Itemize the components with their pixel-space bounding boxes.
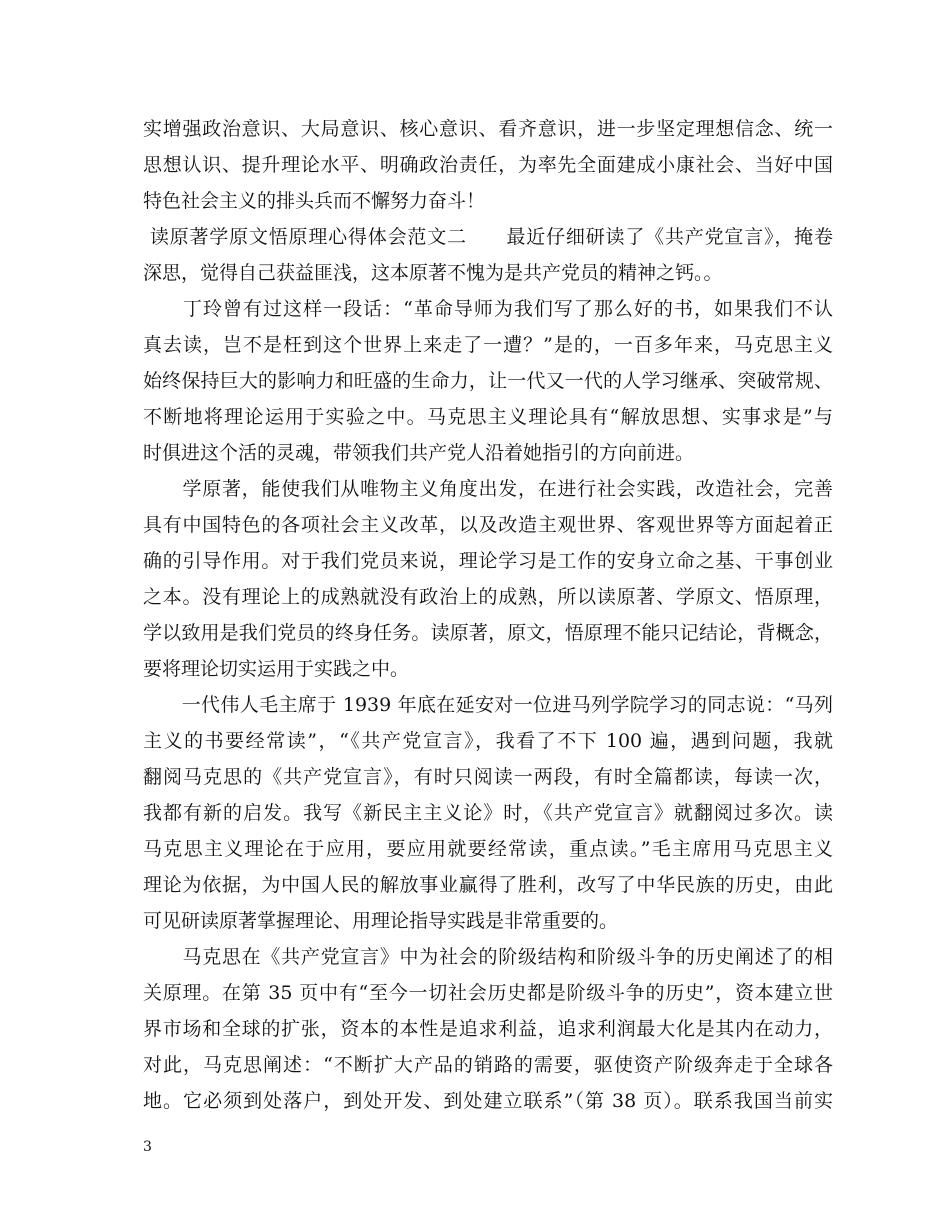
text-line: 始终保持巨大的影响力和旺盛的生命力，让一代又一代的人学习继承、突破常规、 — [143, 370, 833, 392]
text-line: 关原理。在第 35 页中有“至今一切社会历史都是阶级斗争的历史”，资本建立世 — [143, 982, 833, 1004]
text-line: 读原著学原文悟原理心得体会范文二 最近仔细研读了《共产党宣言》，掩卷 — [143, 226, 833, 248]
text-line: 真去读，岂不是枉到这个世界上来走了一遭？”是的，一百多年来，马克思主义 — [143, 334, 833, 356]
text-line: 一代伟人毛主席于 1939 年底在延安对一位进马列学院学习的同志说：“马列 — [143, 694, 833, 716]
text-line: 我都有新的启发。我写《新民主主义论》时，《共产党宣言》就翻阅过多次。读 — [143, 802, 833, 824]
text-line: 思想认识、提升理论水平、明确政治责任，为率先全面建成小康社会、当好中国 — [143, 154, 833, 176]
text-line: 主义的书要经常读”，“《共产党宣言》，我看了不下 100 遍，遇到问题，我就 — [143, 730, 833, 752]
text-line: 马克思主义理论在于应用，要应用就要经常读，重点读。”毛主席用马克思主义 — [143, 838, 833, 860]
text-line: 时俱进这个活的灵魂，带领我们共产党人沿着她指引的方向前进。 — [143, 442, 695, 464]
text-line: 深思，觉得自己获益匪浅，这本原著不愧为是共产党员的精神之钙。。 — [143, 262, 723, 284]
text-line: 要将理论切实运用于实践之中。 — [143, 658, 410, 680]
text-line: 实增强政治意识、大局意识、核心意识、看齐意识，进一步坚定理想信念、统一 — [143, 118, 833, 140]
text-line: 地。它必须到处落户，到处开发、到处建立联系”（第 38 页）。联系我国当前实 — [143, 1090, 833, 1112]
text-line: 界市场和全球的扩张，资本的本性是追求利益，追求利润最大化是其内在动力， — [143, 1018, 833, 1040]
text-line: 确的引导作用。对于我们党员来说，理论学习是工作的安身立命之基、干事创业 — [143, 550, 833, 572]
text-line: 之本。没有理论上的成熟就没有政治上的成熟，所以读原著、学原文、悟原理， — [143, 586, 833, 608]
text-line: 丁玲曾有过这样一段话：“革命导师为我们写了那么好的书，如果我们不认 — [143, 298, 833, 320]
text-line: 对此，马克思阐述：“不断扩大产品的销路的需要，驱使资产阶级奔走于全球各 — [143, 1054, 833, 1076]
text-line: 马克思在《共产党宣言》中为社会的阶级结构和阶级斗争的历史阐述了的相 — [143, 946, 833, 968]
page-number: 3 — [143, 1139, 152, 1155]
text-line: 翻阅马克思的《共产党宣言》，有时只阅读一两段，有时全篇都读，每读一次， — [143, 766, 833, 788]
text-line: 可见研读原著掌握理论、用理论指导实践是非常重要的。 — [143, 910, 619, 932]
text-line: 学原著，能使我们从唯物主义角度出发，在进行社会实践，改造社会，完善 — [143, 478, 833, 500]
text-line: 不断地将理论运用于实验之中。马克思主义理论具有“解放思想、实事求是”与 — [143, 406, 833, 428]
text-line: 特色社会主义的排头兵而不懈努力奋斗！ — [143, 190, 486, 212]
text-line: 学以致用是我们党员的终身任务。读原著，原文，悟原理不能只记结论，背概念， — [143, 622, 833, 644]
text-line: 具有中国特色的各项社会主义改革，以及改造主观世界、客观世界等方面起着正 — [143, 514, 833, 536]
text-line: 理论为依据，为中国人民的解放事业赢得了胜利，改写了中华民族的历史，由此 — [143, 874, 833, 896]
